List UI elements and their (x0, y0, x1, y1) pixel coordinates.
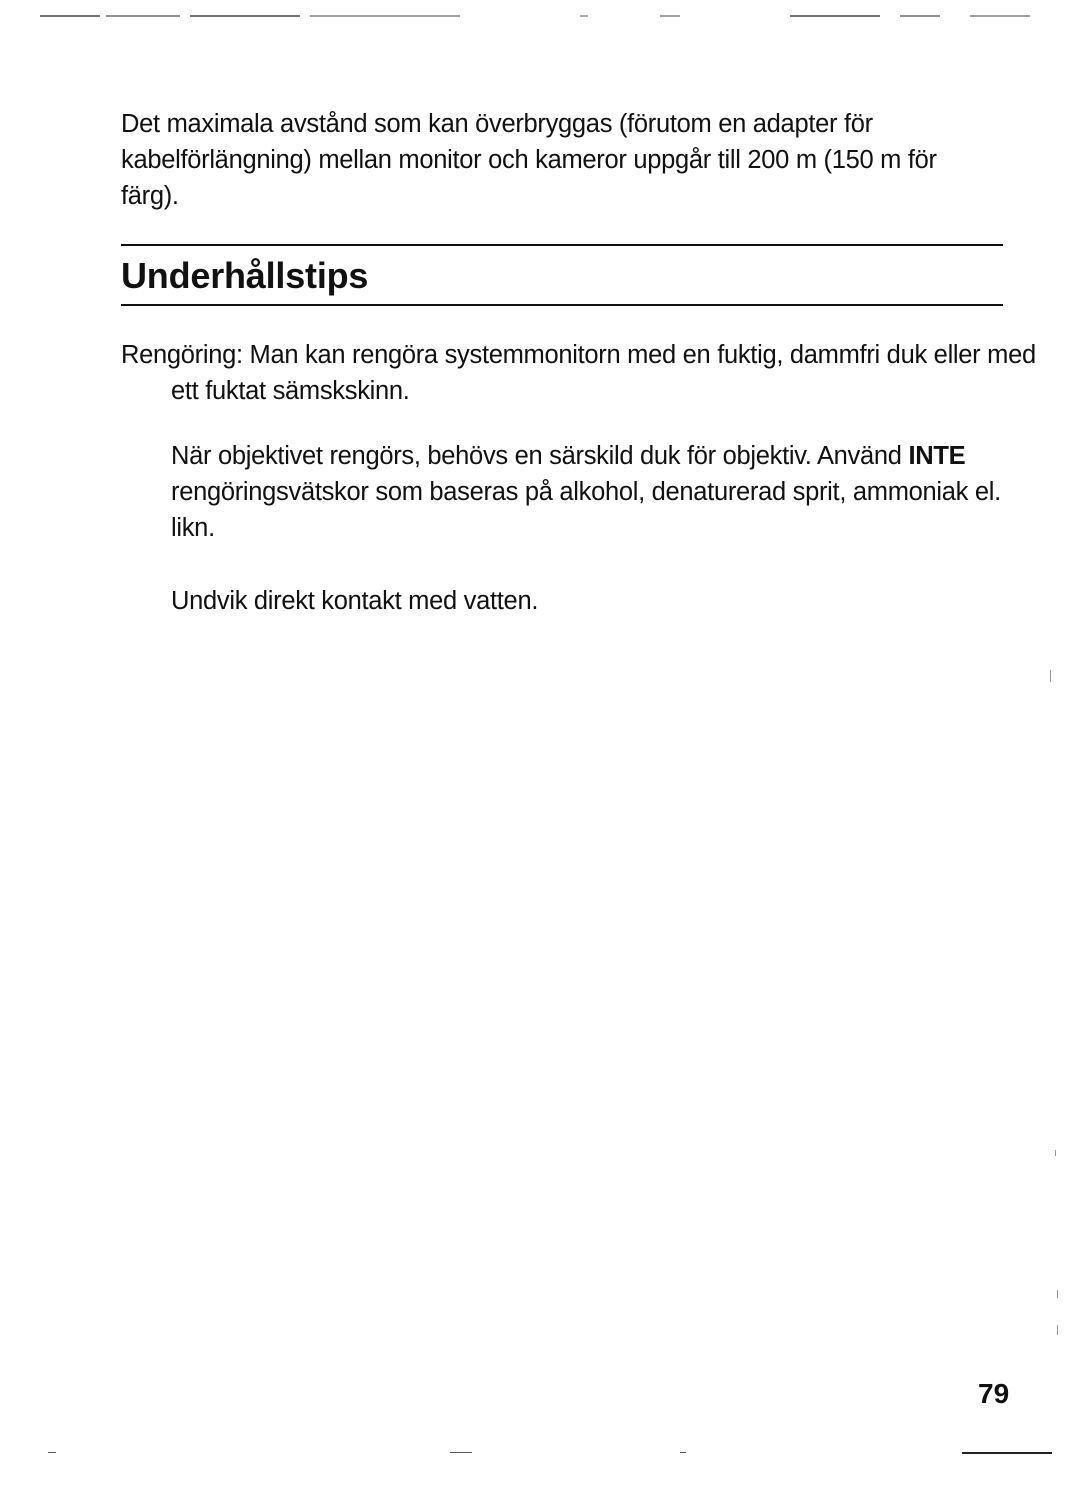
section-title: Underhållstips (121, 255, 369, 296)
section-rule-top (121, 244, 1003, 246)
scan-artifact-mark (48, 1452, 56, 1453)
scan-artifact-dot (1057, 1325, 1058, 1335)
lens-text-emphasis: INTE (908, 442, 966, 470)
lens-text-part1: När objektivet rengörs, behövs en särskild duk för objektiv. Använd (171, 442, 909, 470)
page-number: 79 (978, 1378, 1010, 1409)
intro-paragraph: Det maximala avstånd som kan överbryggas (förutom en adapter för kabelförlängning) mellan monitor och kameror uppgår till 200 m (150 m för färg). (121, 110, 937, 210)
scan-artifact-mark (962, 1452, 1052, 1454)
scan-artifact-dot (1057, 1290, 1058, 1298)
section-rule-bottom (121, 304, 1003, 306)
water-warning-paragraph: Undvik direkt kontakt med vatten. (171, 587, 539, 615)
scan-artifact-mark (680, 1452, 686, 1453)
cleaning-paragraph: Rengöring: Man kan rengöra systemmonitorn med en fuktig, dammfri duk eller med ett fuktat sämskskinn. (121, 341, 1036, 405)
lens-cleaning-paragraph (171, 438, 1001, 546)
scan-artifact-dot (1055, 1150, 1056, 1156)
lens-text-part2: rengöringsvätskor som baseras på alkohol, denaturerad sprit, ammoniak el. likn. (171, 478, 1001, 542)
scan-artifact-top-border (40, 15, 1030, 17)
scan-artifact-mark (450, 1452, 472, 1453)
scan-artifact-dot (1050, 670, 1051, 682)
